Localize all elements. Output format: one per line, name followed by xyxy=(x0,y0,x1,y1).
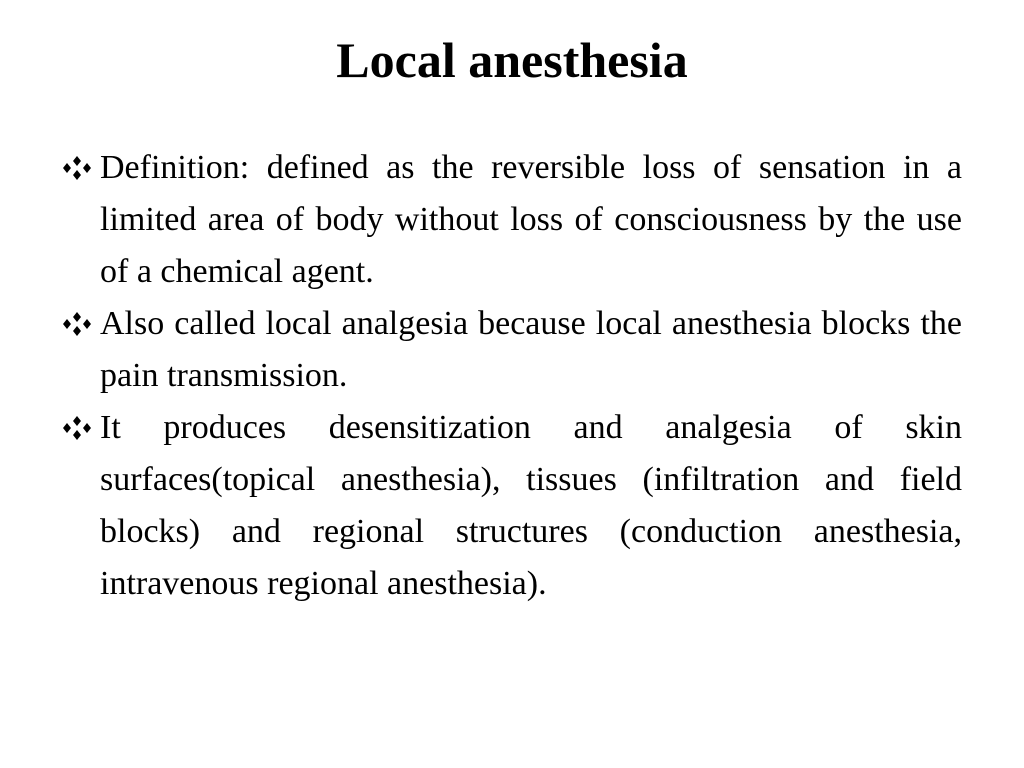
four-diamond-bullet-icon xyxy=(60,312,96,336)
four-diamond-bullet-icon xyxy=(60,416,96,440)
bullet-item-also-called xyxy=(60,298,962,402)
bullet-text: It produces desensitization and analgesia of skin surfaces(topical anesthesia), tissues (infiltration and field blocks) and regional structures (conduction anesthesia, intravenous regional anesthesia). xyxy=(100,409,962,602)
bullet-text: Definition: defined as the reversible loss of sensation in a limited area of body without loss of consciousness by the use of a chemical agent. xyxy=(100,149,962,290)
four-diamond-bullet-icon xyxy=(60,156,96,180)
slide-title: Local anesthesia xyxy=(336,32,688,88)
bullet-text: Also called local analgesia because local anesthesia blocks the pain transmission. xyxy=(100,305,962,394)
bullet-item-produces xyxy=(60,402,962,610)
bullet-list xyxy=(60,142,962,610)
bullet-item-definition xyxy=(60,142,962,298)
